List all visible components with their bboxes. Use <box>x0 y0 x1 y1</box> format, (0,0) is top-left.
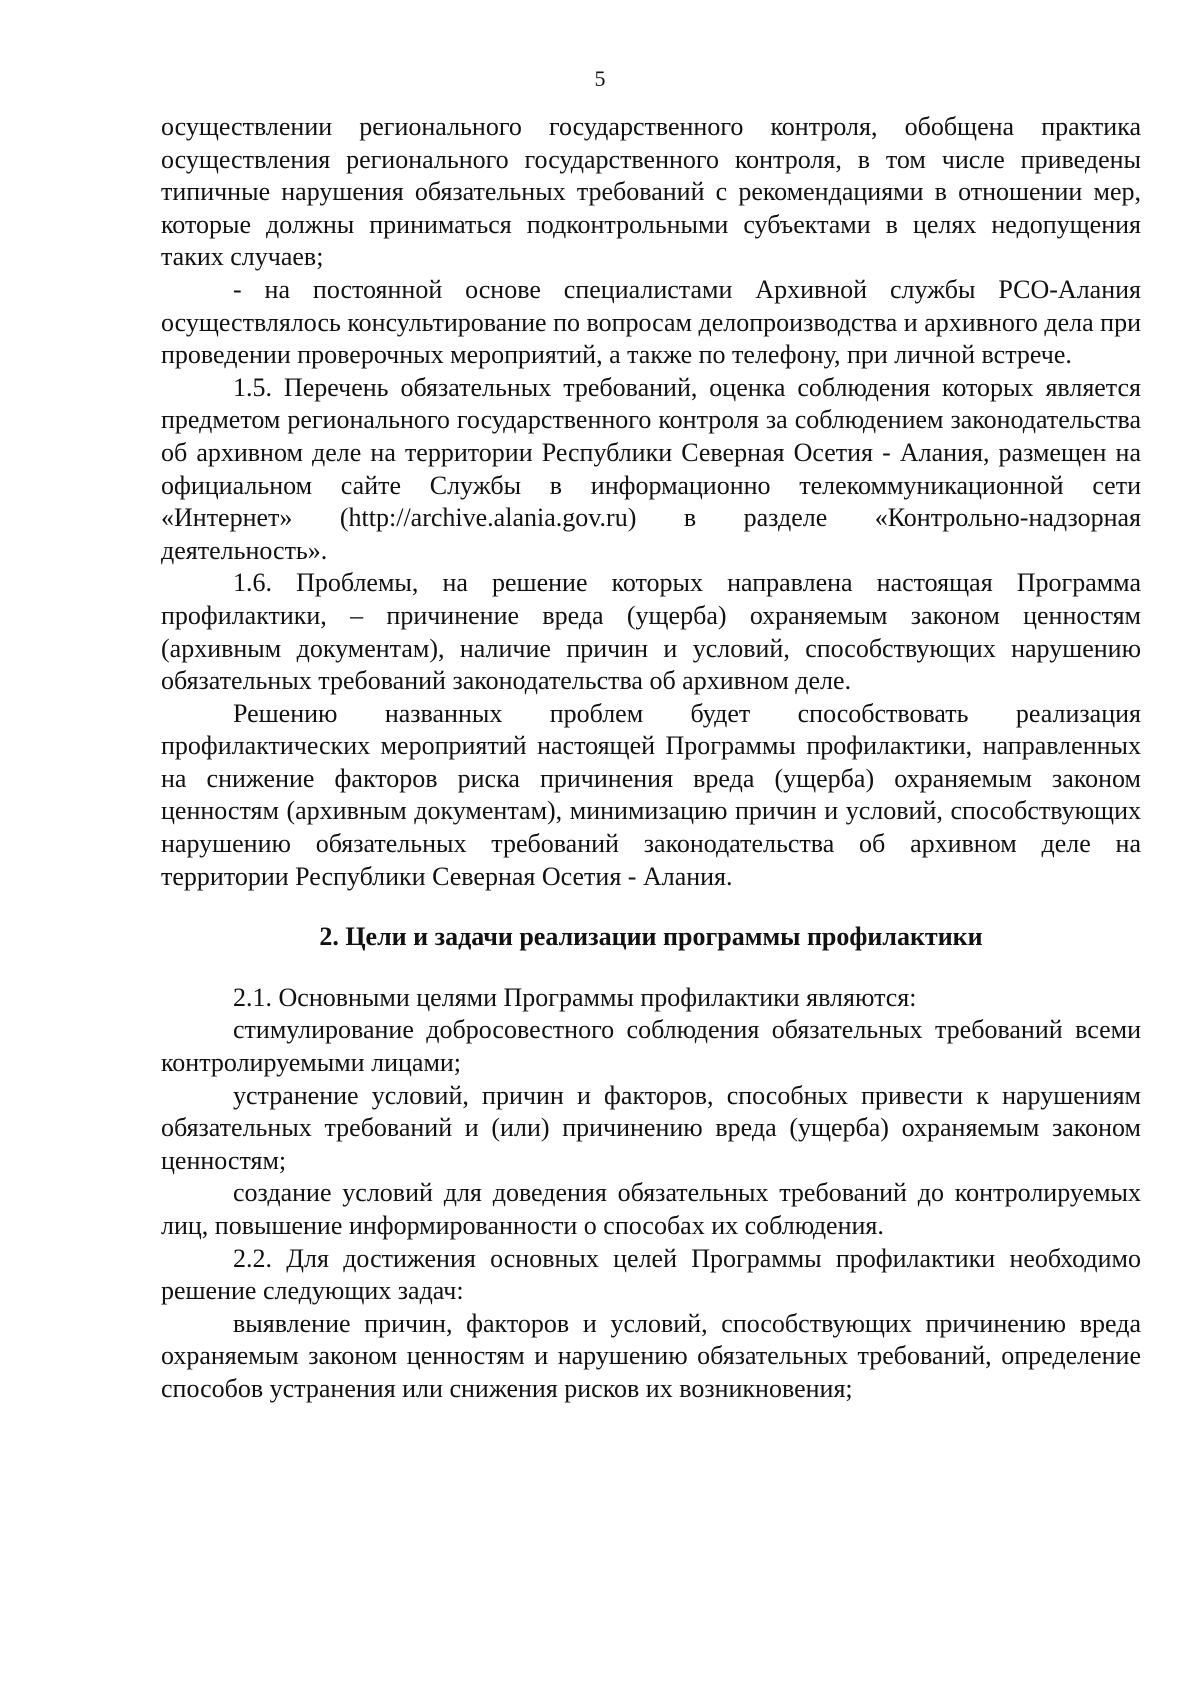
paragraph-consulting: - на постоянной основе специалистами Архивной службы РСО-Алания осуществлялось консультирование по вопросам делопроизводства и архивного дела при проведении проверочных мероприятий, а также по телефону, при личной встрече. <box>161 274 1141 370</box>
paragraph-goal-conditions: создание условий для доведения обязательных требований до контролируемых лиц, повышение информированности о способах их соблюдения. <box>161 1178 1141 1240</box>
section-title: 2. Цели и задачи реализации программы профилактики <box>319 922 983 952</box>
paragraph-2-2: 2.2. Для достижения основных целей Программы профилактики необходимо решение следующих задач: <box>161 1243 1141 1306</box>
paragraph-task-identification: выявление причин, факторов и условий, способствующих причинению вреда охраняемым законом ценностям и нарушению обязательных требований, определение способов устранения или снижения рисков их возникновения; <box>161 1308 1141 1403</box>
paragraph-1-6: 1.6. Проблемы, на решение которых направлена настоящая Программа профилактики, – причинение вреда (ущерба) охраняемым законом ценностям (архивным документам), наличие причин и условий, способствующих нарушению обязательных требований законодательства об архивном деле. <box>161 568 1141 696</box>
document-body <box>161 111 1141 1406</box>
page-number: 5 <box>594 66 606 91</box>
paragraph-solution: Решению названных проблем будет способствовать реализация профилактических мероприятий настоящей Программы профилактики, направленных на снижение факторов риска причинения вреда (ущерба) охраняемым законом ценностям (архивным документам), минимизацию причин и условий, способствующих нарушению обязательных требований законодательства об архивном деле на территории Республики Северная Осетия - Алания. <box>161 698 1141 891</box>
paragraph-goal-elimination: устранение условий, причин и факторов, способных привести к нарушениям обязательных требований и (или) причинению вреда (ущерба) охраняемым законом ценностям; <box>161 1080 1141 1175</box>
paragraph-2-1: 2.1. Основными целями Программы профилактики являются: <box>233 982 917 1012</box>
paragraph-1-5: 1.5. Перечень обязательных требований, оценка соблюдения которых является предметом регионального государственного контроля за соблюдением законодательства об архивном деле на территории Республики Северная Осетия - Алания, размещен на официальном сайте Службы в информационно телекоммуникационной сети «Интернет» (http://archive.alania.gov.ru) в разделе «Контрольно-надзорная деятельность». <box>161 372 1141 565</box>
paragraph-goal-stimulation: стимулирование добросовестного соблюдения обязательных требований всеми контролируемыми лицами; <box>161 1015 1141 1078</box>
paragraph-continuation: осуществлении регионального государственного контроля, обобщена практика осуществления регионального государственного контроля, в том числе приведены типичные нарушения обязательных требований с рекомендациями в отношении мер, которые должны приниматься подконтрольными субъектами в целях недопущения таких случаев; <box>161 112 1141 272</box>
